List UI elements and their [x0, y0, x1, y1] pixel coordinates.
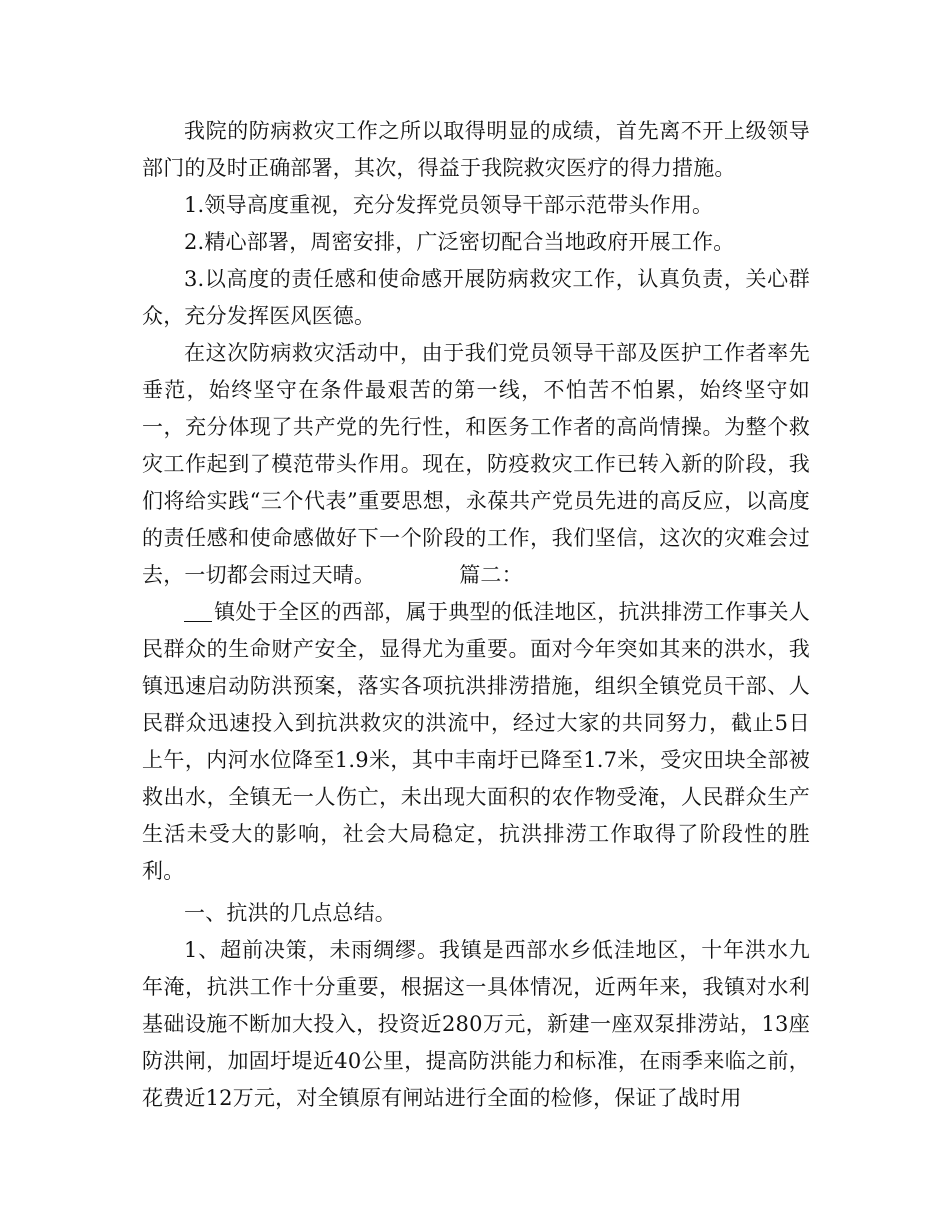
summary-heading: 一、抗洪的几点总结。: [184, 901, 396, 925]
flood-paragraph-text: 镇处于全区的西部，属于典型的低洼地区，抗洪排涝工作事关人民群众的生命财产安全，显得尤为重要。面对今年突如其来的洪水，我镇迅速启动防洪预案，落实各项抗洪排涝措施，组织全镇党员干部、人民群众迅速投入到抗洪救灾的洪流中，经过大家的共同努力，截止5日上午，内河水位降至1.9米，其中丰南圩已降至1.7米，受灾田块全部被救出水，全镇无一人伤亡，未出现大面积的农作物受淹，人民群众生产生活未受大的影响，社会大局稳定，抗洪排涝工作取得了阶段性的胜利。: [142, 600, 810, 883]
document-body: [142, 113, 810, 1117]
conclusion-text: 在这次防病救灾活动中，由于我们党员领导干部及医护工作者率先垂范，始终坚守在条件最艰苦的第一线，不怕苦不怕累，始终坚守如一，充分体现了共产党的先行性，和医务工作者的高尚情操。为整个救灾工作起到了模范带头作用。现在，防疫救灾工作已转入新的阶段，我们将给实践“三个代表”重要思想，永葆共产党员先进的高反应，以高度的责任感和使命感做好下一个阶段的工作，我们坚信，这次的灾难会过去，一切都会雨过天晴。: [142, 341, 810, 587]
flood-paragraph: [142, 594, 810, 890]
blank-underline: [184, 600, 212, 622]
conclusion-paragraph: [142, 335, 810, 594]
measure-item-2: 2.精心部署，周密安排，广泛密切配合当地政府开展工作。: [184, 230, 735, 254]
section-label: 篇二：: [459, 563, 523, 587]
measure-item-3: 3.以高度的责任感和使命感开展防病救灾工作，认真负责，关心群众，充分发挥医风医德。: [142, 267, 810, 328]
measure-item-1: 1.领导高度重视，充分发挥党员领导干部示范带头作用。: [184, 193, 714, 217]
summary-point-1: 1、超前决策，未雨绸缪。我镇是西部水乡低洼地区，十年洪水九年淹，抗洪工作十分重要，根据这一具体情况，近两年来，我镇对水利基础设施不断加大投入，投资近280万元，新建一座双泵排涝站，13座防洪闸，加固圩堤近40公里，提高防洪能力和标准，在雨季来临之前，花费近12万元，对全镇原有闸站进行全面的检修，保证了战时用: [142, 938, 810, 1110]
intro-paragraph: 我院的防病救灾工作之所以取得明显的成绩，首先离不开上级领导部门的及时正确部署，其次，得益于我院救灾医疗的得力措施。: [142, 119, 810, 180]
